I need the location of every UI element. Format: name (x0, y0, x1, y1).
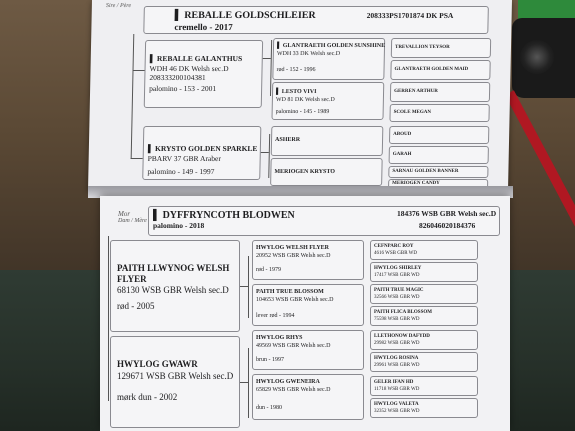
dam-dam-reg: 129671 WSB GBR Welsh sec.D (117, 371, 234, 381)
dd-sire-reg: 49569 WSB GBR Welsh sec.D (256, 343, 331, 349)
sire-sire-reg: WDH 46 DK Welsh sec.D (149, 64, 229, 73)
connector (131, 158, 143, 159)
dam-label: Mor (118, 210, 131, 218)
dam-dam-box (110, 336, 240, 428)
g4b-box (370, 330, 478, 350)
connector (131, 34, 135, 159)
sd-dam-box (270, 158, 383, 186)
sire-dam-color: palomino - 149 - 1997 (147, 167, 215, 176)
connector (261, 152, 269, 153)
g4-name: MERIOGEN CANDY (392, 181, 440, 186)
ds-sire-color: rød - 1979 (256, 267, 281, 273)
sire-sire-ueln: 208333200104381 (149, 73, 206, 82)
ds-sire-box (252, 240, 364, 280)
dd-sire-name: HWYLOG RHYS (256, 335, 303, 341)
g4-box (391, 38, 491, 58)
connector (263, 58, 271, 59)
ss-sire-color: rød - 152 - 1996 (276, 67, 316, 73)
dd-sire-color: brun - 1997 (256, 357, 284, 363)
g4b-reg: 11718 WSB GBR WD (374, 387, 420, 392)
pedigree-book (78, 0, 518, 431)
dam-dam-color: mørk dun - 2002 (117, 392, 178, 402)
g4b-name: GELER IFAN HD (374, 380, 414, 385)
ss-dam-box (271, 82, 384, 120)
g4b-reg: 29961 WSB GBR WD (374, 363, 420, 368)
g4b-name: HWYLOG VALETA (374, 402, 419, 407)
g4b-box (370, 240, 478, 260)
sire-name: ▌ REBALLE GOLDSCHLEIER (174, 10, 316, 21)
g4b-name: LLETHONOW DAFYDD (374, 334, 430, 339)
dd-sire-box (252, 330, 364, 370)
sire-color: cremello - 2017 (174, 22, 233, 32)
g4-name: SCOLE MEGAN (393, 110, 432, 115)
g4-name: GARAH (392, 152, 412, 157)
connector (248, 256, 249, 318)
g4b-box (370, 398, 478, 418)
g4b-box (370, 352, 478, 372)
g4b-reg: 32352 WSB GBR WD (374, 409, 420, 414)
g4b-reg: 29982 WSB GBR WD (374, 341, 420, 346)
sire-page (88, 0, 512, 190)
g4b-reg: 75598 WSB GBR WD (374, 317, 420, 322)
g4b-name: PAITH FLICA BLOSSOM (374, 310, 432, 315)
dam-sire-box (110, 240, 240, 332)
dam-sire-color: rød - 2005 (117, 301, 155, 311)
ds-dam-reg: 104653 WSB GBR Welsh sec.D (256, 297, 334, 303)
sire-sire-name: ▌ REBALLE GALANTHUS (149, 54, 243, 63)
sire-dam-name: ▌ KRYSTO GOLDEN SPARKLE (147, 144, 258, 153)
camera-lens (520, 40, 554, 74)
g4-name: GLANTRAETH GOLDEN MAID (394, 67, 469, 72)
dd-dam-color: dun - 1980 (256, 405, 282, 411)
dam-color: palomino - 2018 (153, 221, 205, 230)
ss-dam-name: ▌ LESTO VIVI (276, 89, 317, 95)
sire-box (143, 6, 489, 34)
g4-box (389, 146, 489, 164)
dam-reg: 184376 WSB GBR Welsh sec.D (397, 209, 497, 218)
sd-sire-name: ASHERR (274, 137, 301, 143)
g4b-name: HWYLOG SHIRLEY (374, 266, 422, 271)
dam-label-sub: Dam / Mère (118, 218, 147, 224)
dam-dam-name: HWYLOG GWAWR (117, 359, 198, 369)
dam-ueln: 826046020184376 (419, 221, 476, 230)
g4-name: SARNAU GOLDEN BANNER (392, 169, 459, 174)
sire-dam-box (142, 126, 261, 180)
g4b-reg: 17417 WSB GBR WD (374, 273, 420, 278)
g4b-box (370, 262, 478, 282)
g4b-name: HWYLOG ROSINA (374, 356, 419, 361)
sire-dam-reg: PBARV 37 GBR Araber (147, 154, 221, 163)
g4b-box (370, 284, 478, 304)
dam-page (100, 196, 510, 431)
connector (133, 70, 145, 71)
g4b-box (370, 306, 478, 326)
g4-name: TREVALLION TEYSOR (394, 45, 450, 50)
ss-sire-reg: WDH 33 DK Welsh sec.D (276, 51, 341, 57)
sd-dam-name: MERIOGEN KRYSTO (274, 169, 335, 175)
ds-dam-name: PAITH TRUE BLOSSOM (256, 289, 324, 295)
ss-dam-reg: WD 81 DK Welsh sec.D (275, 97, 335, 103)
ds-dam-box (252, 284, 364, 326)
connector (248, 348, 249, 418)
g4-box (390, 60, 490, 80)
g4-name: GERREN ARTHUR (394, 89, 438, 94)
dd-dam-reg: 65829 WSB GBR Welsh sec.D (256, 387, 331, 393)
g4-box (389, 126, 489, 144)
ds-sire-name: HWYLOG WELSH FLYER (256, 245, 330, 251)
g4b-name: PAITH TRUE MAGIC (374, 288, 424, 293)
connector (240, 382, 248, 383)
dam-box (148, 206, 500, 236)
dam-sire-name: PAITH LLWYNOG WELSH (117, 263, 230, 273)
ss-dam-color: palomino - 145 - 1989 (275, 109, 330, 115)
sire-sire-color: palomino - 153 - 2001 (149, 84, 217, 93)
dam-name: ▌ DYFFRYNCOTH BLODWEN (153, 210, 295, 221)
dd-dam-box (252, 374, 364, 420)
g4-box (390, 82, 490, 102)
g4b-reg: 4616 WSB GBR WD (374, 251, 418, 256)
connector (240, 286, 248, 287)
ss-sire-name: ▌ GLANTRAETH GOLDEN SUNSHINE (276, 43, 386, 49)
dam-sire-reg: 68130 WSB GBR Welsh sec.D (117, 285, 229, 295)
g4b-box (370, 376, 478, 396)
g4-name: ABOUD (393, 132, 412, 137)
ds-dam-color: lever rød - 1994 (256, 313, 295, 319)
g4-box (389, 104, 489, 122)
dam-sire-name-2: FLYER (117, 274, 147, 284)
g4b-reg: 32566 WSB GBR WD (374, 295, 420, 300)
sire-reg: 208333PS1701874 DK PSA (366, 11, 454, 20)
sd-sire-box (271, 126, 384, 156)
g4b-name: CEFNPARC ROY (374, 244, 414, 249)
sire-sire-box (144, 40, 263, 108)
connector (108, 236, 109, 401)
sire-label: Sire / Père (105, 3, 132, 9)
dd-dam-name: HWYLOG GWENEIRA (256, 379, 320, 385)
ss-sire-box (272, 38, 385, 80)
g4-box (388, 166, 488, 178)
ds-sire-reg: 20952 WSB GBR Welsh sec.D (256, 253, 331, 259)
